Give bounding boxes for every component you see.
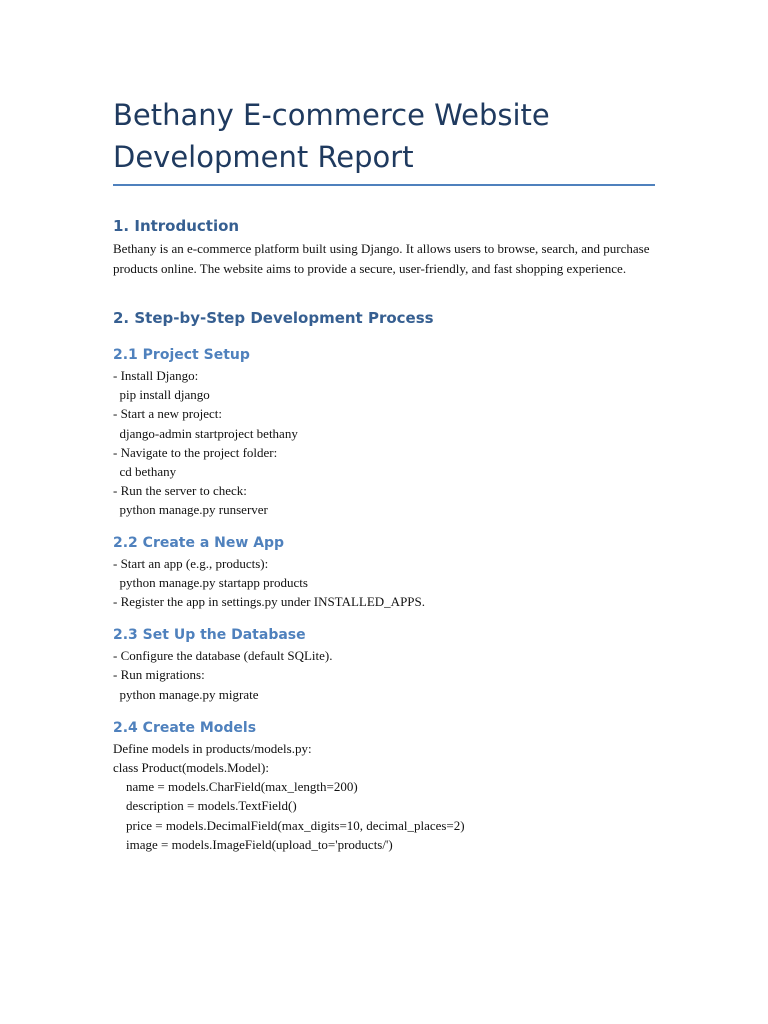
text-line: - Start an app (e.g., products): (113, 555, 269, 571)
project-setup-steps (113, 366, 655, 520)
text-line: class Product(models.Model): (113, 760, 269, 776)
text-line: - Start a new project: (113, 406, 223, 422)
database-steps (113, 646, 655, 704)
section-heading-introduction: 1. Introduction (113, 217, 240, 235)
text-line: Define models in products/models.py: (113, 740, 312, 756)
create-app-steps (113, 554, 655, 612)
text-line: pip install django (113, 387, 210, 403)
document-title-line-2: Development Report (113, 140, 414, 174)
text-line: name = models.CharField(max_length=200) (113, 779, 358, 795)
text-line: - Run migrations: (113, 667, 205, 683)
models-code (113, 739, 655, 854)
subsection-heading-database: 2.3 Set Up the Database (113, 627, 306, 644)
text-line: python manage.py runserver (113, 502, 268, 518)
text-line: - Register the app in settings.py under INSTALLED_APPS. (113, 594, 426, 610)
document-page (113, 94, 655, 854)
text-line: - Configure the database (default SQLite). (113, 648, 333, 664)
text-line: django-admin startproject bethany (113, 425, 298, 441)
text-line: - Navigate to the project folder: (113, 444, 278, 460)
text-line: python manage.py startapp products (113, 574, 308, 590)
introduction-paragraph: Bethany is an e-commerce platform built using Django. It allows users to browse, search, and purchase products online. The website aims to provide a secure, user-friendly, and fast shopping experience. (113, 241, 650, 276)
text-line: image = models.ImageField(upload_to='products/') (113, 836, 393, 852)
text-line: price = models.DecimalField(max_digits=10, decimal_places=2) (113, 817, 465, 833)
text-line: description = models.TextField() (113, 798, 297, 814)
section-heading-development-process: 2. Step-by-Step Development Process (113, 309, 434, 327)
text-line: - Run the server to check: (113, 483, 247, 499)
text-line: python manage.py migrate (113, 686, 259, 702)
document-title-line-1: Bethany E-commerce Website (113, 98, 550, 132)
text-line: - Install Django: (113, 368, 199, 383)
subsection-heading-models: 2.4 Create Models (113, 719, 257, 736)
subsection-heading-create-app: 2.2 Create a New App (113, 534, 285, 551)
text-line: cd bethany (113, 464, 177, 480)
subsection-heading-project-setup: 2.1 Project Setup (113, 347, 250, 363)
title-divider (113, 184, 655, 186)
document-title (113, 94, 655, 178)
